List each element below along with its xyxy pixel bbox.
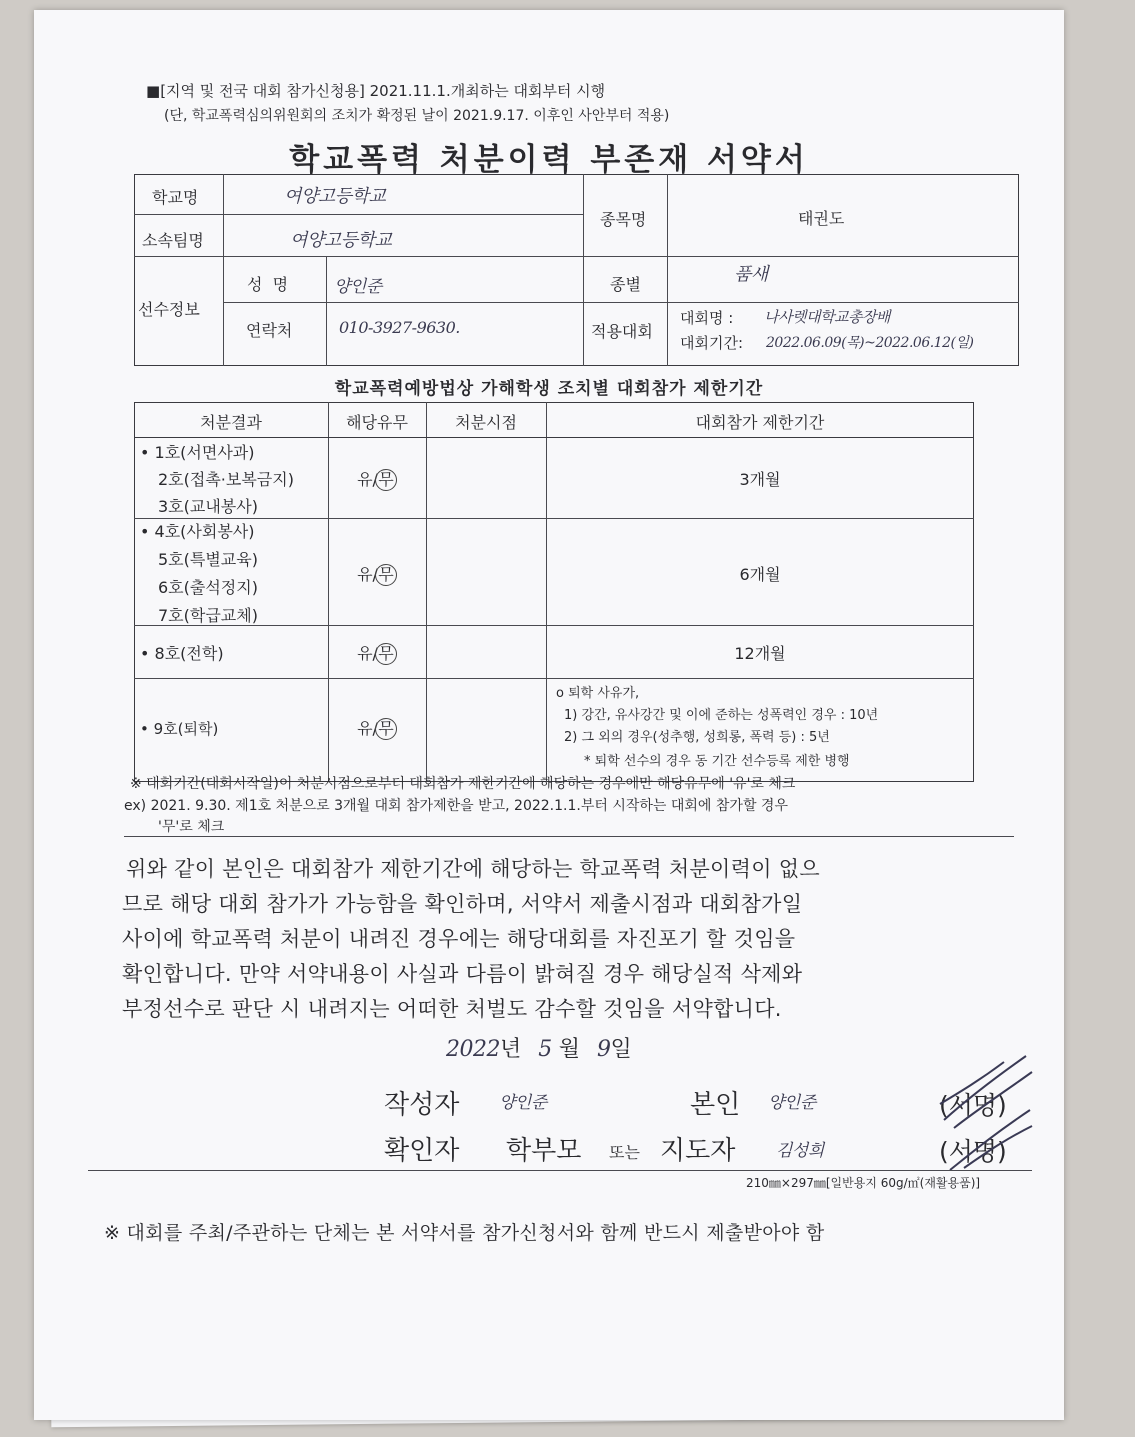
contact-label: 연락처: [246, 321, 293, 340]
document-title: 학교폭력 처분이력 부존재 서약서: [289, 142, 809, 178]
restriction-period: 3개월: [739, 470, 781, 489]
header-restriction-period: 대회참가 제한기간: [695, 413, 825, 432]
selected-circle-mark: 무: [375, 469, 397, 491]
team-value: 여양고등학교: [290, 230, 392, 251]
team-label: 소속팀명: [142, 231, 204, 250]
footer-note: ※ 대회를 주최/주관하는 단체는 본 서약서를 참가신청서와 함께 반드시 제출받아야 함: [104, 1222, 825, 1244]
expulsion-note-line: * 퇴학 선수의 경우 동 기간 선수등록 제한 병행: [584, 754, 850, 769]
expulsion-note-line: 2) 그 외의 경우(성추행, 성희롱, 폭력 등) : 5년: [564, 730, 830, 745]
table-row-item: • 9호(퇴학): [140, 720, 219, 738]
event-label: 적용대회: [591, 322, 653, 341]
table-row-item: 6호(출석정지): [158, 578, 258, 597]
parent-label: 학부모: [506, 1136, 582, 1166]
sport-label: 종목명: [600, 210, 647, 229]
discipline-table: [134, 402, 974, 782]
self-name: 양인준: [768, 1093, 816, 1113]
note-line-3: '무'로 체크: [158, 819, 225, 835]
header-line-1: ■[지역 및 전국 대회 참가신청용] 2021.11.1.개최하는 대회부터 시행: [146, 82, 606, 100]
name-label: 성 명: [247, 275, 289, 294]
restriction-period: 12개월: [734, 644, 786, 663]
table-row-item: 3호(교내봉사): [158, 497, 258, 516]
self-label: 본인: [690, 1090, 741, 1120]
pledge-paragraph: 위와 같이 본인은 대회참가 제한기간에 해당하는 학교폭력 처분이력이 없으 므로 해당 대회 참가가 가능함을 확인하며, 서약서 제출시점과 대회참가일 사이에 학교폭력 처분이 내려진 경우에는 해당대회를 자진포기 할 것임을 확인합니다. 만약 서약내용이 사실과 다름이 밝혀질 경우 해당실적 삭제와 부정선수로 판단 시 내려지는 어떠한 처벌도 감수할 것임을 서약합니다.: [122, 857, 820, 1021]
applicable-check: 유/무: [328, 716, 426, 740]
name-value: 양인준: [334, 277, 382, 297]
school-value: 여양고등학교: [284, 186, 386, 207]
expulsion-note-line: o 퇴학 사유가,: [556, 686, 640, 701]
signature-placeholder-2: (서명): [939, 1137, 1007, 1166]
selected-circle-mark: 무: [375, 718, 397, 740]
restriction-period: 6개월: [739, 565, 781, 584]
table-row-item: • 1호(서면사과): [140, 443, 255, 462]
pledge-date: 2022년 5 월 9일: [446, 1037, 632, 1062]
event-name-label: 대회명 :: [680, 309, 734, 327]
school-label: 학교명: [152, 188, 199, 207]
signature-placeholder-1: (서명): [939, 1091, 1007, 1120]
table-row-item: 5호(특별교육): [158, 550, 258, 569]
coach-label: 지도자: [660, 1136, 736, 1166]
writer-name: 양인준: [499, 1093, 547, 1113]
category-value: 품새: [734, 264, 768, 285]
pledge-document: [34, 10, 1064, 1420]
applicable-check: 유/무: [328, 562, 426, 586]
contact-value: 010-3927-9630.: [339, 318, 460, 337]
restriction-section-title: 학교폭력예방법상 가해학생 조치별 대회참가 제한기간: [334, 379, 764, 399]
header-discipline-date: 처분시점: [455, 413, 517, 432]
table-row-item: 2호(접촉·보복금지): [158, 470, 294, 489]
applicable-check: 유/무: [328, 467, 426, 491]
note-line-2: ex) 2021. 9.30. 제1호 처분으로 3개월 대회 참가제한을 받고, 2022.1.1.부터 시작하는 대회에 참가할 경우: [124, 798, 788, 814]
header-discipline-result: 처분결과: [200, 413, 262, 432]
or-label: 또는: [609, 1143, 640, 1162]
sport-value: 태권도: [798, 209, 845, 228]
header-line-2: (단, 학교폭력심의위원회의 조치가 확정된 날이 2021.9.17. 이후인 사안부터 적용): [164, 108, 670, 124]
handwritten-signature-scribble: [934, 1042, 1044, 1178]
paper-spec: 210㎜×297㎜[일반용지 60g/㎡(재활용품)]: [746, 1176, 981, 1190]
table-row-item: • 8호(전학): [140, 644, 224, 663]
event-period-value: 2022.06.09(목)~2022.06.12(일): [766, 335, 974, 351]
player-info-label: 선수정보: [138, 300, 200, 319]
coach-name: 김성희: [776, 1141, 824, 1161]
event-name-value: 나사렛대학교총장배: [764, 308, 890, 326]
applicable-check: 유/무: [328, 641, 426, 665]
confirmer-label: 확인자: [384, 1136, 460, 1166]
table-row-item: • 4호(사회봉사): [140, 522, 255, 541]
square-bullet-icon: ■: [146, 82, 161, 100]
note-line-1: ※ 대회기간(대회시작일)이 처분시점으로부터 대회참가 제한기간에 해당하는 경우에만 해당유무에 '유'로 체크: [130, 776, 796, 792]
category-label: 종별: [610, 275, 641, 294]
expulsion-note-line: 1) 강간, 유사강간 및 이에 준하는 성폭력인 경우 : 10년: [564, 708, 879, 723]
header-applicable: 해당유무: [346, 413, 408, 432]
table-row-item: 7호(학급교체): [158, 606, 258, 625]
writer-label: 작성자: [384, 1090, 460, 1120]
event-period-label: 대회기간:: [680, 334, 744, 352]
selected-circle-mark: 무: [375, 643, 397, 665]
selected-circle-mark: 무: [375, 564, 397, 586]
